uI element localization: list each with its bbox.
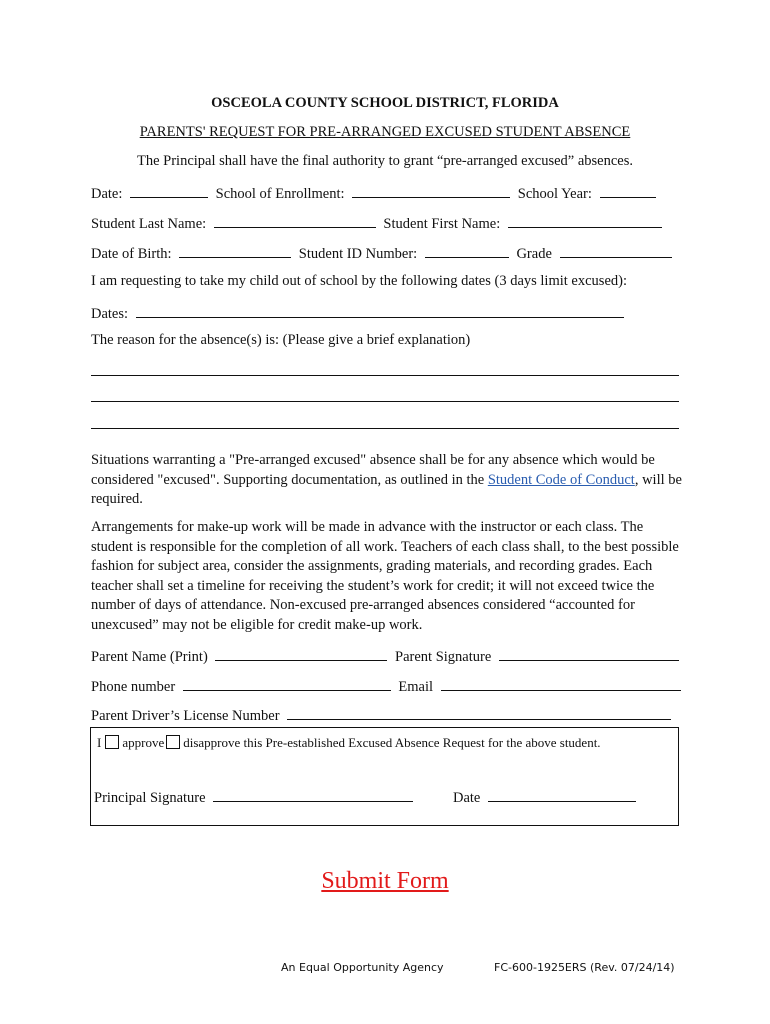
school-year-field[interactable] xyxy=(600,183,656,198)
row-phone-email xyxy=(91,676,685,696)
arrangements-paragraph: Arrangements for make-up work will be made in advance with the instructor or each class. The student is responsible for the completion of all work. Teachers of each class shall, to the best possible fashion for subject area, consider the assignments, grading materials, and recording grades. Each teacher shall set a timeline for receiving the student’s work for credit; it will not exceed twice the number of days of attendance. Non-excused pre-arranged absences considered “accounted for unexcused” may not be eligible for credit make-up work. xyxy=(91,519,679,633)
license-label: Parent Driver’s License Number xyxy=(91,708,280,724)
parent-signature-field[interactable] xyxy=(499,646,679,661)
reason-prompt: The reason for the absence(s) is: (Please give a brief explanation) xyxy=(91,332,471,348)
license-field[interactable] xyxy=(287,705,671,720)
disapprove-checkbox[interactable] xyxy=(166,735,180,749)
phone-number-label: Phone number xyxy=(91,679,176,695)
student-id-field[interactable] xyxy=(425,243,509,258)
reason-line-1[interactable] xyxy=(91,375,679,376)
date-field[interactable] xyxy=(130,183,208,198)
student-last-name-label: Student Last Name: xyxy=(91,216,207,232)
footer-agency: An Equal Opportunity Agency xyxy=(281,961,444,974)
email-field[interactable] xyxy=(441,676,681,691)
document-title: OSCEOLA COUNTY SCHOOL DISTRICT, FLORIDA xyxy=(211,95,559,111)
situations-text-end: , will be required. xyxy=(91,471,682,507)
row-parent-name-signature xyxy=(91,646,683,666)
principal-date-label: Date xyxy=(453,790,481,806)
row-license xyxy=(91,705,675,725)
document-subtitle: PARENTS' REQUEST FOR PRE-ARRANGED EXCUSED STUDENT ABSENCE xyxy=(139,124,631,140)
grade-field[interactable] xyxy=(560,243,672,258)
reason-line-2[interactable] xyxy=(91,401,679,402)
submit-form-button[interactable]: Submit Form xyxy=(321,868,449,894)
grade-label: Grade xyxy=(516,246,552,262)
principal-signature-label: Principal Signature xyxy=(94,790,206,806)
situations-paragraph xyxy=(91,451,683,510)
row-dob-id-grade xyxy=(91,243,676,263)
parent-name-label: Parent Name (Print) xyxy=(91,649,208,665)
reason-line-3[interactable] xyxy=(91,428,679,429)
parent-signature-label: Parent Signature xyxy=(395,649,492,665)
authority-note: The Principal shall have the final authority to grant “pre-arranged excused” absences. xyxy=(136,153,634,169)
email-label: Email xyxy=(398,679,434,695)
row-date-school xyxy=(91,183,660,203)
student-code-of-conduct-link[interactable]: Student Code of Conduct xyxy=(487,471,635,488)
approve-checkbox[interactable] xyxy=(105,735,119,749)
row-student-names xyxy=(91,213,666,233)
student-first-name-field[interactable] xyxy=(508,213,662,228)
school-year-label: School Year: xyxy=(517,186,592,202)
situations-text: Situations warranting a "Pre-arranged excused" absence shall be for any absence which would be considered "excused". Supporting documentation, as outlined in the xyxy=(91,452,655,488)
approval-prefix: I xyxy=(97,735,102,750)
date-of-birth-field[interactable] xyxy=(179,243,291,258)
principal-approval-box xyxy=(90,727,679,826)
disapprove-label: disapprove this Pre-established Excused Absence Request for the above student. xyxy=(183,735,601,750)
principal-date-row xyxy=(453,787,640,807)
approval-line xyxy=(97,735,601,751)
date-of-birth-label: Date of Birth: xyxy=(91,246,172,262)
student-first-name-label: Student First Name: xyxy=(383,216,501,232)
approve-label: approve xyxy=(122,735,165,750)
student-last-name-field[interactable] xyxy=(214,213,376,228)
school-of-enrollment-label: School of Enrollment: xyxy=(215,186,345,202)
dates-field[interactable] xyxy=(136,303,624,318)
principal-date-field[interactable] xyxy=(488,787,636,802)
footer-form-code: FC-600-1925ERS (Rev. 07/24/14) xyxy=(494,961,675,974)
school-of-enrollment-field[interactable] xyxy=(352,183,510,198)
dates-label: Dates: xyxy=(91,306,129,322)
row-dates xyxy=(91,303,628,323)
principal-signature-field[interactable] xyxy=(213,787,413,802)
phone-number-field[interactable] xyxy=(183,676,391,691)
student-id-label: Student ID Number: xyxy=(298,246,418,262)
principal-signature-row xyxy=(94,787,417,807)
parent-name-field[interactable] xyxy=(215,646,387,661)
request-statement: I am requesting to take my child out of school by the following dates (3 days limit excused): xyxy=(91,273,627,289)
date-label: Date: xyxy=(91,186,123,202)
